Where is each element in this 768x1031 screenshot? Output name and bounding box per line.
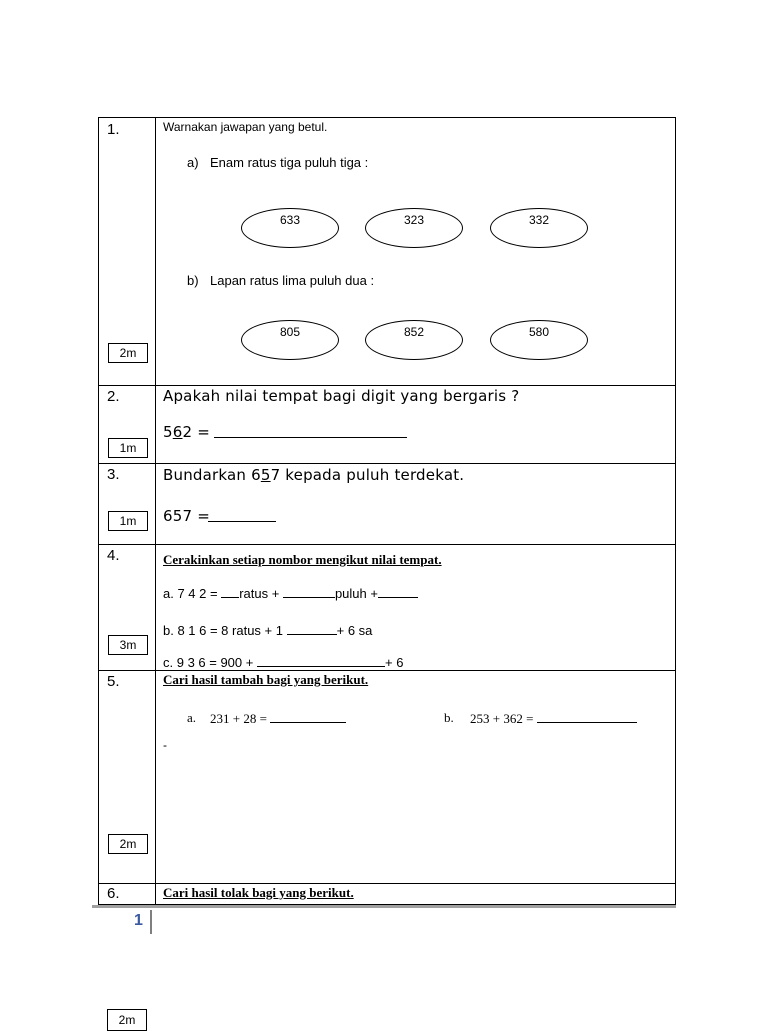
row-divider bbox=[99, 544, 675, 545]
answer-blank[interactable] bbox=[214, 425, 407, 438]
worksheet-table bbox=[98, 117, 676, 905]
mark-box: 2m bbox=[108, 343, 148, 363]
row-divider bbox=[99, 883, 675, 884]
mark-box: 2m bbox=[107, 1009, 147, 1031]
answer-blank[interactable] bbox=[378, 585, 418, 598]
page-number-divider bbox=[150, 910, 152, 934]
question-number: 4. bbox=[107, 547, 120, 564]
column-divider bbox=[155, 118, 156, 904]
answer-option-332[interactable]: 332 bbox=[490, 208, 588, 248]
question-expression: 657 = bbox=[163, 507, 210, 525]
answer-blank[interactable] bbox=[221, 585, 239, 598]
footer-rule bbox=[92, 905, 676, 908]
part-a-expression: 231 + 28 = bbox=[210, 710, 346, 727]
answer-option-580[interactable]: 580 bbox=[490, 320, 588, 360]
answer-blank[interactable] bbox=[283, 585, 335, 598]
underlined-digit: 5 bbox=[260, 466, 271, 484]
stray-dash: - bbox=[163, 738, 167, 752]
answer-option-323[interactable]: 323 bbox=[365, 208, 463, 248]
answer-blank[interactable] bbox=[287, 622, 337, 635]
row-divider bbox=[99, 385, 675, 386]
part-b-expression: 253 + 362 = bbox=[470, 710, 637, 727]
answer-blank[interactable] bbox=[270, 710, 346, 723]
part-b-label: b. bbox=[444, 710, 454, 725]
part-a-label: a. bbox=[187, 710, 197, 725]
mark-box: 3m bbox=[108, 635, 148, 655]
line-c: c. 9 3 6 = 900 + + 6 bbox=[163, 655, 404, 670]
mark-box: 1m bbox=[108, 438, 148, 458]
question-number: 1. bbox=[107, 121, 120, 138]
mark-box: 1m bbox=[108, 511, 148, 531]
question-text: Bundarkan 657 kepada puluh terdekat. bbox=[163, 466, 465, 484]
instruction: Warnakan jawapan yang betul. bbox=[163, 120, 328, 134]
part-a-label: a) bbox=[187, 155, 199, 170]
part-a-text: Enam ratus tiga puluh tiga : bbox=[210, 155, 369, 170]
answer-blank[interactable] bbox=[537, 710, 637, 723]
question-number: 2. bbox=[107, 388, 120, 405]
answer-blank[interactable] bbox=[257, 654, 385, 667]
answer-blank[interactable] bbox=[208, 509, 276, 522]
underlined-digit: 6 bbox=[172, 423, 183, 441]
question-text: Apakah nilai tempat bagi digit yang bergaris ? bbox=[163, 387, 520, 405]
answer-option-633[interactable]: 633 bbox=[241, 208, 339, 248]
line-a: a. 7 4 2 = ratus + puluh + bbox=[163, 585, 418, 601]
part-b-text: Lapan ratus lima puluh dua : bbox=[210, 273, 375, 288]
question-expression: 562 = bbox=[163, 423, 210, 441]
row-divider bbox=[99, 463, 675, 464]
row-divider bbox=[99, 670, 675, 671]
section-heading: Cerakinkan setiap nombor mengikut nilai tempat. bbox=[163, 552, 442, 567]
question-number: 3. bbox=[107, 466, 120, 483]
answer-option-852[interactable]: 852 bbox=[365, 320, 463, 360]
answer-option-805[interactable]: 805 bbox=[241, 320, 339, 360]
line-b: b. 8 1 6 = 8 ratus + 1 + 6 sa bbox=[163, 623, 373, 638]
section-heading: Cari hasil tambah bagi yang berikut. bbox=[163, 672, 369, 687]
section-heading: Cari hasil tolak bagi yang berikut. bbox=[163, 885, 354, 900]
question-number: 6. bbox=[107, 885, 120, 902]
mark-box: 2m bbox=[108, 834, 148, 854]
question-number: 5. bbox=[107, 673, 120, 690]
page-number: 1 bbox=[134, 912, 143, 929]
part-b-label: b) bbox=[187, 273, 199, 288]
